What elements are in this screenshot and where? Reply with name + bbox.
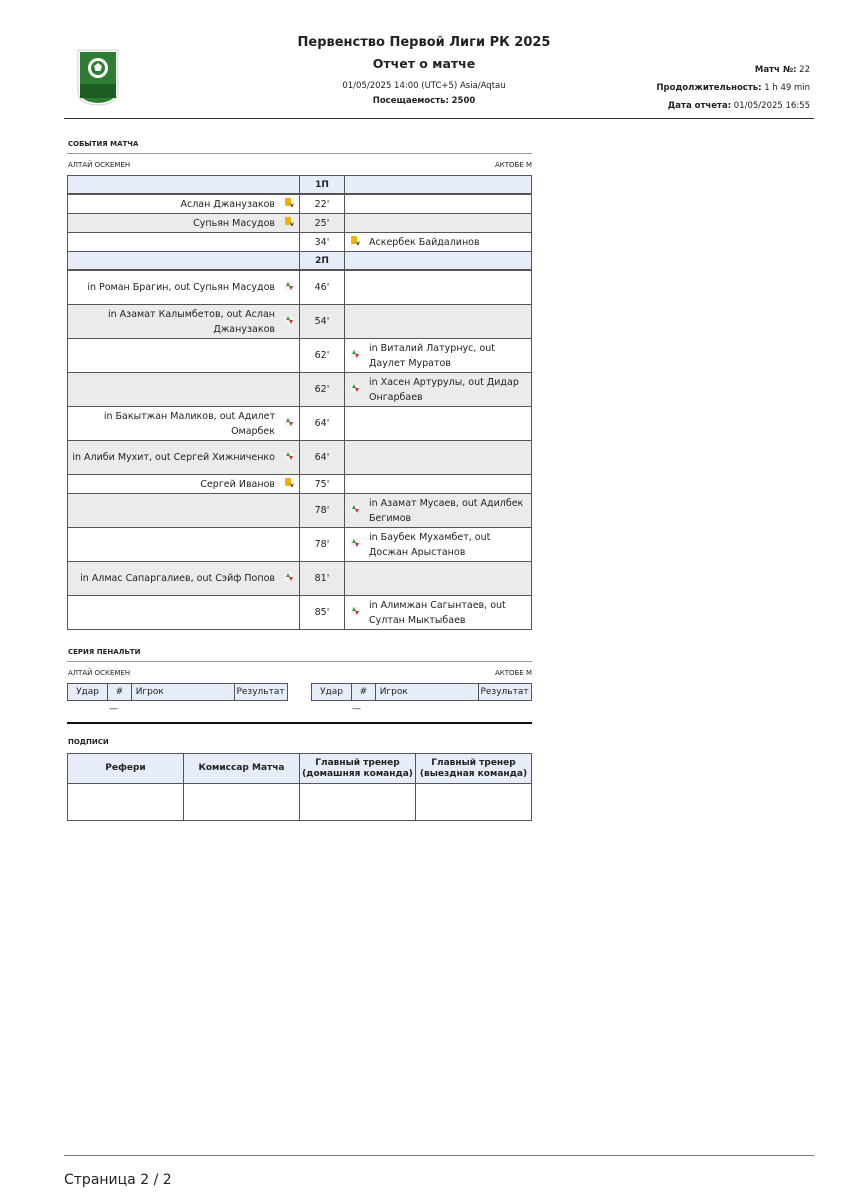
away-pen-col-result: Результат: [479, 684, 532, 701]
event-away-text: [365, 270, 532, 305]
event-home-text: Аслан Джанузаков: [68, 194, 280, 214]
sig-home-coach-header: [300, 754, 416, 784]
yellow-card-icon: v: [285, 217, 293, 227]
event-away-text: [365, 194, 532, 214]
page-number: Страница 2 / 2: [64, 1172, 172, 1188]
substitution-icon: [350, 504, 360, 514]
substitution-icon: [284, 451, 294, 461]
event-home-text: [68, 494, 280, 528]
home-pen-col-result: Результат: [235, 684, 288, 701]
match-no-label: Матч №:: [754, 65, 797, 75]
event-away-text: in Виталий Латурнус, out Даулет Муратов: [365, 339, 532, 373]
report-subtitle: Отчет о матче: [372, 56, 476, 71]
event-home-icon-cell: [279, 233, 300, 252]
event-away-text: in Азамат Мусаев, out Адилбек Бегимов: [365, 494, 532, 528]
event-row: [68, 596, 532, 630]
event-home-text: [68, 373, 280, 407]
event-away-text: [365, 475, 532, 494]
event-row: [68, 475, 532, 494]
substitution-icon: [284, 417, 294, 427]
substitution-icon: [350, 349, 360, 359]
sig-commissioner-header: Комиссар Матча: [184, 754, 300, 784]
event-away-icon-cell: [345, 407, 366, 441]
event-minute: 22': [300, 194, 345, 214]
event-away-icon-cell: [345, 562, 366, 596]
event-away-text: [365, 441, 532, 475]
event-home-icon-cell: [279, 214, 300, 233]
penalties-away-team: АКТОБЕ М: [494, 669, 532, 677]
substitution-icon: [350, 538, 360, 548]
event-away-text: [365, 562, 532, 596]
match-no-value: 22: [799, 65, 810, 75]
sig-away-coach-line1: Главный тренер: [431, 757, 516, 768]
event-away-text: [365, 305, 532, 339]
event-home-icon-cell: [279, 194, 300, 214]
event-minute: 54': [300, 305, 345, 339]
sig-referee-cell: [68, 784, 184, 821]
footer-divider: [64, 1155, 814, 1156]
event-row: [68, 270, 532, 305]
events-section-title: СОБЫТИЯ МАТЧА: [68, 140, 139, 148]
event-away-text: [365, 407, 532, 441]
event-away-icon-cell: [345, 373, 366, 407]
sig-away-coach-line2: (выездная команда): [419, 768, 528, 779]
event-home-icon-cell: [279, 407, 300, 441]
yellow-card-icon: v: [285, 478, 293, 488]
event-row: [68, 339, 532, 373]
period-1-row: [68, 176, 532, 195]
events-home-team: АЛТАЙ ОСКЕМЕН: [68, 161, 131, 169]
event-row: [68, 194, 532, 214]
event-minute: 75': [300, 475, 345, 494]
event-away-icon-cell: [345, 339, 366, 373]
yellow-card-icon: v: [351, 236, 359, 246]
home-pen-col-num: #: [108, 684, 132, 701]
signatures-table: [67, 753, 532, 821]
event-home-text: Сергей Иванов: [68, 475, 280, 494]
event-home-icon-cell: [279, 475, 300, 494]
event-away-icon-cell: [345, 194, 366, 214]
event-row: [68, 373, 532, 407]
header-divider: [64, 118, 814, 119]
event-home-text: in Алмас Сапаргалиев, out Сэйф Попов: [68, 562, 280, 596]
yellow-card-icon: v: [285, 198, 293, 208]
event-home-text: in Азамат Калымбетов, out Аслан Джанузаков: [68, 305, 280, 339]
period-blank-away: [345, 252, 532, 271]
period-1-label: 1П: [300, 176, 345, 195]
attendance-value: 2500: [451, 96, 476, 106]
event-home-text: [68, 339, 280, 373]
home-penalty-table: [67, 683, 288, 701]
event-minute: 78': [300, 494, 345, 528]
event-row: [68, 528, 532, 562]
event-away-icon-cell: [345, 494, 366, 528]
home-pen-col-shot: Удар: [68, 684, 108, 701]
event-home-text: [68, 528, 280, 562]
event-away-icon-cell: [345, 441, 366, 475]
penalties-end-rule: [67, 722, 532, 724]
sig-commissioner-cell: [184, 784, 300, 821]
events-away-team: АКТОБЕ М: [494, 161, 532, 169]
substitution-icon: [350, 606, 360, 616]
event-home-text: in Алиби Мухит, out Сергей Хижниченко: [68, 441, 280, 475]
event-row: [68, 214, 532, 233]
event-away-text: in Баубек Мухамбет, out Досжан Арыстанов: [365, 528, 532, 562]
report-date-label: Дата отчета:: [667, 101, 732, 111]
event-home-text: [68, 596, 280, 630]
substitution-icon: [284, 315, 294, 325]
event-row: [68, 233, 532, 252]
period-blank-away: [345, 176, 532, 195]
match-datetime: 01/05/2025 14:00 (UTC+5) Asia/Aqtau: [342, 81, 506, 91]
sig-home-coach-line1: Главный тренер: [315, 757, 400, 768]
event-row: [68, 562, 532, 596]
home-pen-col-player: Игрок: [131, 684, 235, 701]
event-home-icon-cell: [279, 270, 300, 305]
event-home-text: in Бакытжан Маликов, out Адилет Омарбек: [68, 407, 280, 441]
event-home-icon-cell: [279, 339, 300, 373]
event-minute: 62': [300, 339, 345, 373]
event-row: [68, 407, 532, 441]
sig-away-coach-cell: [416, 784, 532, 821]
event-minute: 64': [300, 407, 345, 441]
substitution-icon: [284, 572, 294, 582]
away-penalty-table: [311, 683, 532, 701]
event-away-icon-cell: [345, 233, 366, 252]
event-home-icon-cell: [279, 596, 300, 630]
away-pen-col-shot: Удар: [312, 684, 352, 701]
event-home-icon-cell: [279, 373, 300, 407]
away-pen-col-player: Игрок: [375, 684, 479, 701]
penalties-divider: [67, 661, 532, 662]
event-minute: 85': [300, 596, 345, 630]
event-away-icon-cell: [345, 214, 366, 233]
event-away-icon-cell: [345, 305, 366, 339]
event-home-icon-cell: [279, 305, 300, 339]
event-home-icon-cell: [279, 494, 300, 528]
match-meta: [656, 61, 810, 115]
duration-value: 1 h 49 min: [764, 83, 810, 93]
duration-label: Продолжительность:: [656, 83, 762, 93]
period-2-label: 2П: [300, 252, 345, 271]
event-home-text: in Роман Брагин, out Супьян Масудов: [68, 270, 280, 305]
event-minute: 81': [300, 562, 345, 596]
sig-home-coach-cell: [300, 784, 416, 821]
report-date-value: 01/05/2025 16:55: [733, 101, 810, 111]
event-away-icon-cell: [345, 596, 366, 630]
period-2-row: [68, 252, 532, 271]
event-away-icon-cell: [345, 475, 366, 494]
events-divider: [67, 153, 532, 154]
event-home-text: [68, 233, 280, 252]
event-away-text: [365, 214, 532, 233]
home-penalty-empty: —: [109, 704, 118, 714]
events-table: [67, 175, 532, 630]
substitution-icon: [350, 383, 360, 393]
penalties-section-title: СЕРИЯ ПЕНАЛЬТИ: [68, 648, 141, 656]
event-minute: 34': [300, 233, 345, 252]
penalties-home-team: АЛТАЙ ОСКЕМЕН: [68, 669, 131, 677]
event-minute: 25': [300, 214, 345, 233]
period-blank-home: [68, 176, 300, 195]
event-minute: 78': [300, 528, 345, 562]
period-blank-home: [68, 252, 300, 271]
event-home-icon-cell: [279, 562, 300, 596]
event-away-icon-cell: [345, 528, 366, 562]
attendance-label: Посещаемость:: [372, 96, 449, 106]
event-away-text: in Хасен Артурулы, out Дидар Онгарбаев: [365, 373, 532, 407]
event-away-text: in Алимжан Сагынтаев, out Султан Мыктыбаев: [365, 596, 532, 630]
event-row: [68, 494, 532, 528]
signatures-section-title: ПОДПИСИ: [68, 738, 109, 746]
event-home-icon-cell: [279, 528, 300, 562]
event-away-text: Аскербек Байдалинов: [365, 233, 532, 252]
event-home-text: Супьян Масудов: [68, 214, 280, 233]
event-row: [68, 441, 532, 475]
event-home-icon-cell: [279, 441, 300, 475]
substitution-icon: [284, 281, 294, 291]
event-minute: 64': [300, 441, 345, 475]
sig-away-coach-header: [416, 754, 532, 784]
sig-referee-header: Рефери: [68, 754, 184, 784]
report-title: Первенство Первой Лиги РК 2025: [297, 35, 551, 50]
sig-home-coach-line2: (домашняя команда): [302, 768, 413, 779]
event-row: [68, 305, 532, 339]
event-minute: 46': [300, 270, 345, 305]
away-pen-col-num: #: [352, 684, 376, 701]
event-away-icon-cell: [345, 270, 366, 305]
away-penalty-empty: —: [352, 704, 361, 714]
event-minute: 62': [300, 373, 345, 407]
